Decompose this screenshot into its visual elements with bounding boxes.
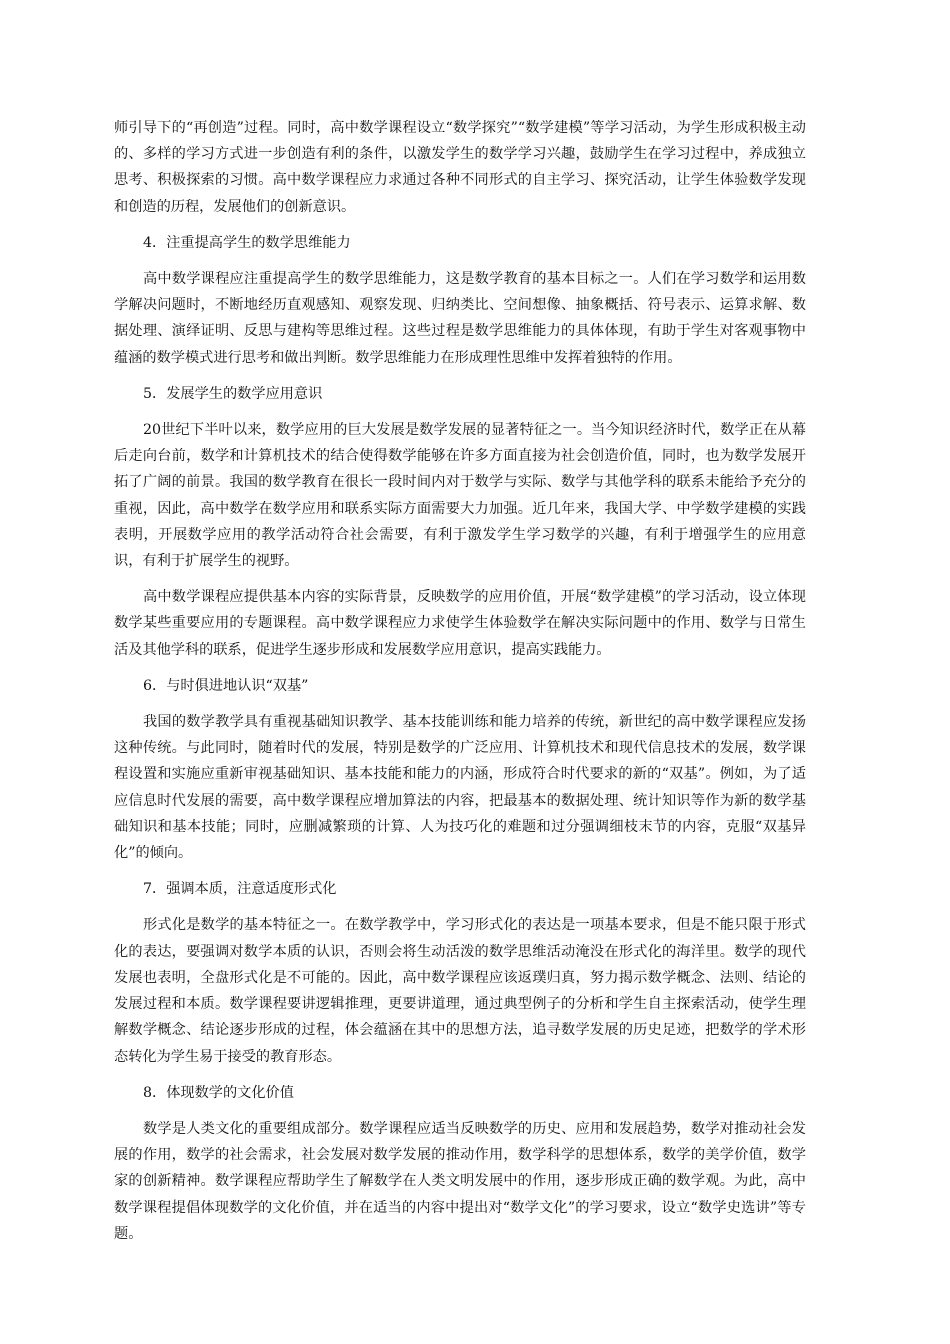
section-heading-7: 7．强调本质，注意适度形式化: [143, 881, 337, 898]
paragraph-section-5b: 高中数学课程应提供基本内容的实际背景，反映数学的应用价值，开展“数学建模”的学习活动，设立体现数学某些重要应用的专题课程。高中数学课程应力求使学生体验数学在解决实际问题中的作用、数学与日常生活及其他学科的联系，促进学生逐步形成和发展数学应用意识，提高实践能力。: [114, 589, 806, 658]
paragraph-section-6: 我国的数学教学具有重视基础知识教学、基本技能训练和能力培养的传统，新世纪的高中数学课程应发扬这种传统。与此同时，随着时代的发展，特别是数学的广泛应用、计算机技术和现代信息技术的发展，数学课程设置和实施应重新审视基础知识、基本技能和能力的内涵，形成符合时代要求的新的“双基”。例如，为了适应信息时代发展的需要，高中数学课程应增加算法的内容，把最基本的数据处理、统计知识等作为新的数学基础知识和基本技能；同时，应删减繁琐的计算、人为技巧化的难题和过分强调细枝末节的内容，克服“双基异化”的倾向。: [114, 714, 806, 862]
paragraph-intro-continuation: 师引导下的“再创造”过程。同时，高中数学课程设立“数学探究”“数学建模”等学习活动，为学生形成积极主动的、多样的学习方式进一步创造有利的条件，以激发学生的数学学习兴趣，鼓励学生在学习过程中，养成独立思考、积极探索的习惯。高中数学课程应力求通过各种不同形式的自主学习、探究活动，让学生体验数学发现和创造的历程，发展他们的创新意识。: [114, 120, 806, 215]
section-heading-4: 4．注重提高学生的数学思维能力: [143, 234, 351, 251]
section-heading-8: 8．体现数学的文化价值: [143, 1084, 294, 1101]
paragraph-section-8: 数学是人类文化的重要组成部分。数学课程应适当反映数学的历史、应用和发展趋势，数学对推动社会发展的作用，数学的社会需求，社会发展对数学发展的推动作用，数学科学的思想体系，数学的美学价值，数学家的创新精神。数学课程应帮助学生了解数学在人类文明发展中的作用，逐步形成正确的数学观。为此，高中数学课程提倡体现数学的文化价值，并在适当的内容中提出对“数学文化”的学习要求，设立“数学史选讲”等专题。: [114, 1120, 806, 1242]
paragraph-section-7: 形式化是数学的基本特征之一。在数学教学中，学习形式化的表达是一项基本要求，但是不能只限于形式化的表达，要强调对数学本质的认识，否则会将生动活泼的数学思维活动淹没在形式化的海洋里。数学的现代发展也表明，全盘形式化是不可能的。因此，高中数学课程应该返璞归真，努力揭示数学概念、法则、结论的发展过程和本质。数学课程要讲逻辑推理，更要讲道理，通过典型例子的分析和学生自主探索活动，使学生理解数学概念、结论逐步形成的过程，体会蕴涵在其中的思想方法，追寻数学发展的历史足迹，把数学的学术形态转化为学生易于接受的教育形态。: [114, 917, 806, 1065]
section-heading-6: 6．与时俱进地认识“双基”: [143, 677, 309, 694]
paragraph-section-4: 高中数学课程应注重提高学生的数学思维能力，这是数学教育的基本目标之一。人们在学习数学和运用数学解决问题时，不断地经历直观感知、观察发现、归纳类比、空间想像、抽象概括、符号表示、运算求解、数据处理、演绎证明、反思与建构等思维过程。这些过程是数学思维能力的具体体现，有助于学生对客观事物中蕴涵的数学模式进行思考和做出判断。数学思维能力在形成理性思维中发挥着独特的作用。: [114, 271, 806, 366]
document-page: [114, 115, 806, 1257]
paragraph-section-5a: 20世纪下半叶以来，数学应用的巨大发展是数学发展的显著特征之一。当今知识经济时代，数学正在从幕后走向台前，数学和计算机技术的结合使得数学能够在许多方面直接为社会创造价值，同时，也为数学发展开拓了广阔的前景。我国的数学教育在很长一段时间内对于数学与实际、数学与其他学科的联系未能给予充分的重视，因此，高中数学在数学应用和联系实际方面需要大力加强。近几年来，我国大学、中学数学建模的实践表明，开展数学应用的教学活动符合社会需要，有利于激发学生学习数学的兴趣，有利于增强学生的应用意识，有利于扩展学生的视野。: [114, 422, 806, 570]
section-heading-5: 5．发展学生的数学应用意识: [143, 385, 323, 402]
